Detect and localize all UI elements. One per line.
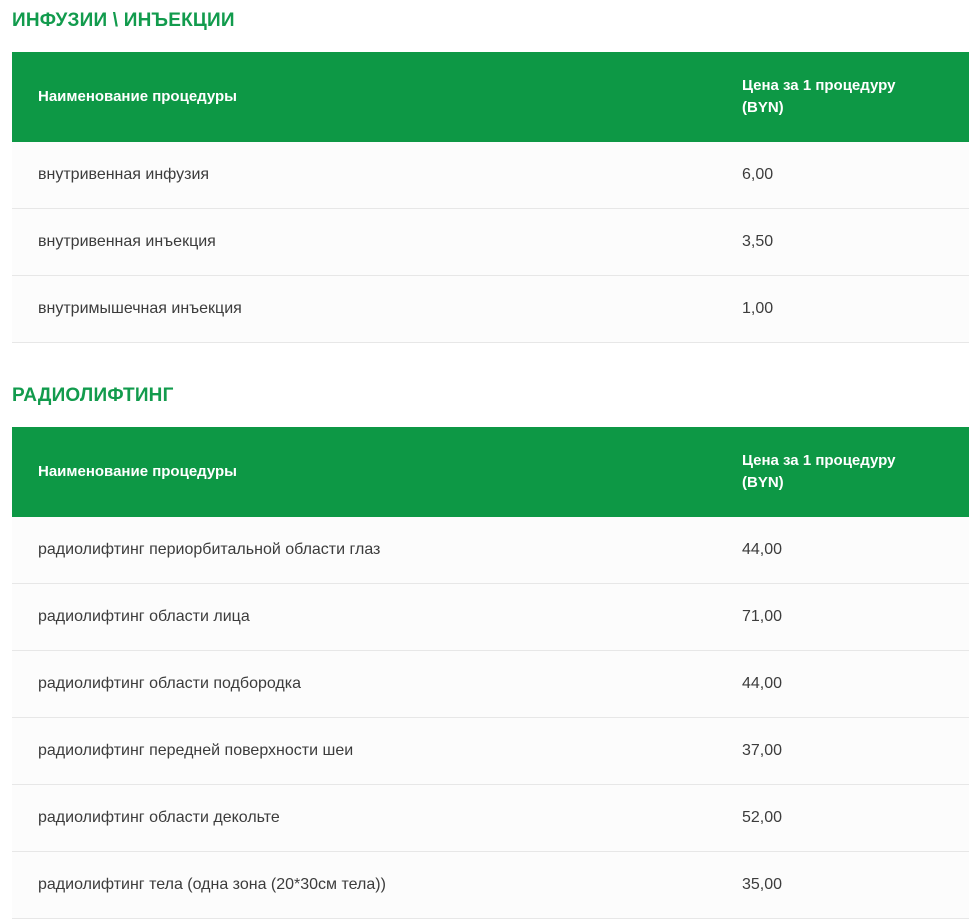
table-row: [12, 785, 969, 852]
procedure-name-cell: радиолифтинг передней поверхности шеи: [12, 718, 742, 785]
sections-container: [0, 10, 969, 919]
table-row: [12, 142, 969, 209]
table-body: [12, 142, 969, 343]
procedure-price-cell: 44,00: [742, 651, 969, 718]
table-row: [12, 517, 969, 584]
procedure-name-column-header: Наименование процедуры: [12, 52, 742, 142]
table-row: [12, 651, 969, 718]
price-column-header: Цена за 1 процедуру (BYN): [742, 52, 969, 142]
table-header-row: [12, 427, 969, 517]
procedure-name-cell: внутривенная инфузия: [12, 142, 742, 209]
procedure-price-cell: 1,00: [742, 276, 969, 343]
procedure-name-column-header: Наименование процедуры: [12, 427, 742, 517]
procedure-price-cell: 71,00: [742, 584, 969, 651]
procedure-name-cell: внутривенная инъекция: [12, 209, 742, 276]
procedure-name-cell: радиолифтинг области лица: [12, 584, 742, 651]
price-section: [0, 10, 969, 343]
procedure-price-cell: 44,00: [742, 517, 969, 584]
procedure-price-cell: 37,00: [742, 718, 969, 785]
procedure-name-cell: радиолифтинг периорбитальной области глаз: [12, 517, 742, 584]
table-body: [12, 517, 969, 919]
price-table: [12, 427, 969, 919]
table-row: [12, 718, 969, 785]
procedure-name-cell: внутримышечная инъекция: [12, 276, 742, 343]
section-title: РАДИОЛИФТИНГ: [12, 385, 174, 406]
price-table: [12, 52, 969, 343]
procedure-price-cell: 52,00: [742, 785, 969, 852]
price-section: [0, 385, 969, 919]
procedure-name-cell: радиолифтинг области подбородка: [12, 651, 742, 718]
table-row: [12, 852, 969, 919]
table-row: [12, 276, 969, 343]
section-title: ИНФУЗИИ \ ИНЪЕКЦИИ: [12, 10, 235, 31]
table-row: [12, 584, 969, 651]
procedure-name-cell: радиолифтинг области декольте: [12, 785, 742, 852]
procedure-price-cell: 35,00: [742, 852, 969, 919]
procedure-price-cell: 3,50: [742, 209, 969, 276]
procedure-price-cell: 6,00: [742, 142, 969, 209]
procedure-name-cell: радиолифтинг тела (одна зона (20*30см тела)): [12, 852, 742, 919]
table-header-row: [12, 52, 969, 142]
price-column-header: Цена за 1 процедуру (BYN): [742, 427, 969, 517]
table-row: [12, 209, 969, 276]
